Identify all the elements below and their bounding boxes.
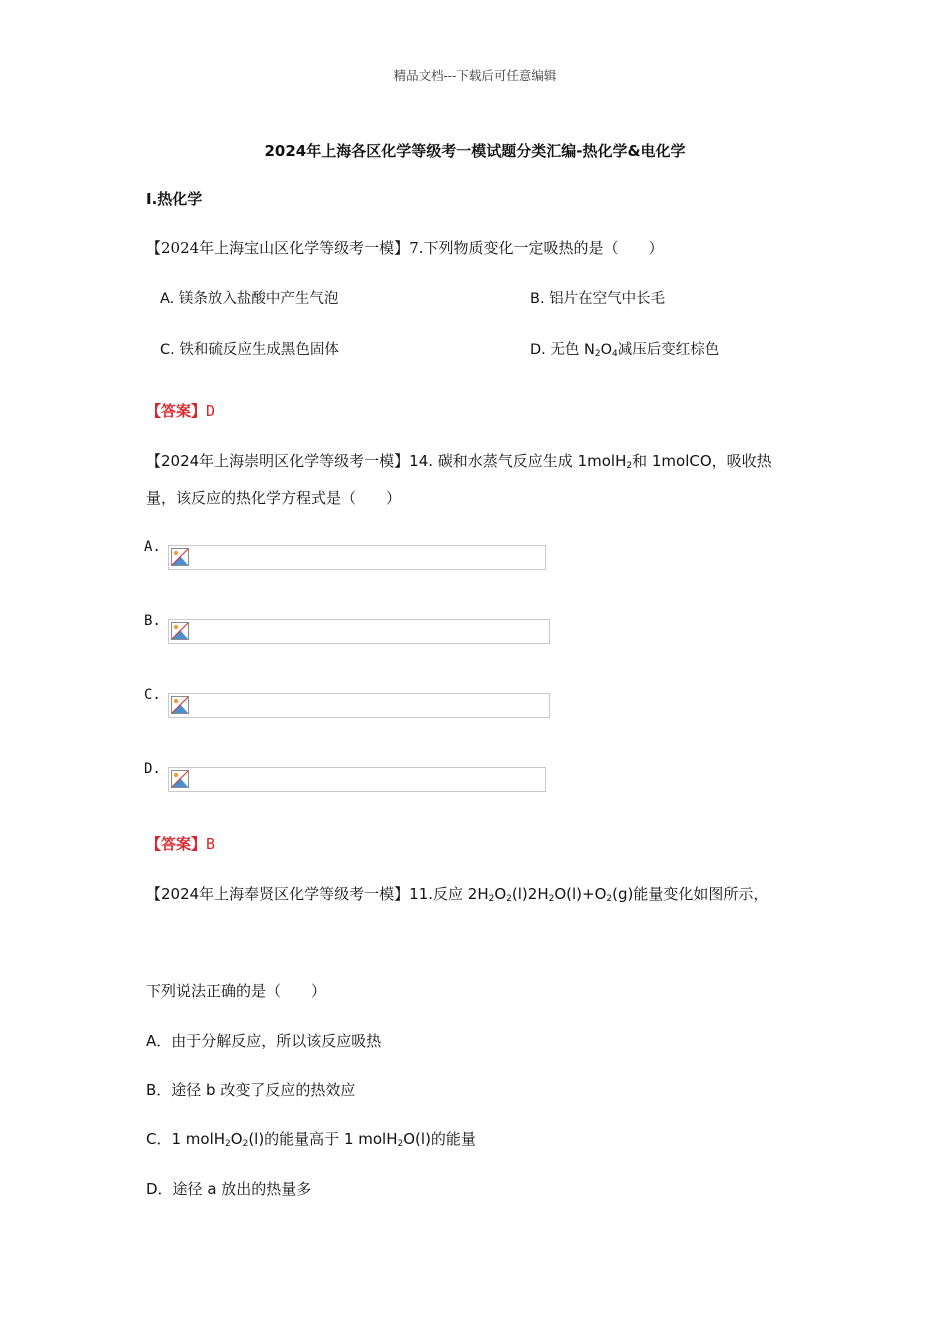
q2-line1-sub: 2 [626,461,633,471]
q1-option-d-sub1: 2 [594,349,601,359]
q2-answer-letter: B [206,835,216,853]
q3-option-c-c: (l)的能量高于 1 molH [248,1130,398,1148]
q3-option-d: D．途径 a 放出的热量多 [146,1180,312,1198]
q2-line1-b: 和 1molCO，吸收热 [632,452,772,470]
q1-text: 7.下列物质变化一定吸热的是（ ） [409,239,664,257]
document-title: 2024年上海各区化学等级考一模试题分类汇编-热化学&电化学 [264,142,686,160]
q3-stem-t3: O(l)+O [554,885,607,903]
q2-option-b-image [168,619,550,644]
broken-image-icon [171,770,189,788]
q2-stem-line2: 量，该反应的热化学方程式是（ ） [146,489,402,507]
q1-answer-label: 【答案】 [146,402,207,420]
q3-option-a: A．由于分解反应，所以该反应吸热 [146,1032,382,1050]
q3-stem-t4: (g)能量变化如图所示， [612,885,769,903]
q2-option-a-image [168,545,546,570]
q3-stem2: 下列说法正确的是（ ） [146,982,327,1000]
q3-stem-a: 【2024年上海奉贤区化学等级考一模】11.反应 2H [146,885,489,903]
q2-option-a-label: A. [144,539,161,555]
q3-option-c-s1: 2 [225,1139,231,1149]
broken-image-icon [171,696,189,714]
q1-stem [146,237,664,258]
q3-option-c-s2: 2 [242,1139,249,1149]
q3-option-c [146,1128,476,1149]
q2-option-b-label: B. [144,613,161,629]
q3-stem-t2: (l)2H [511,885,549,903]
section-heading: Ⅰ.热化学 [146,190,203,208]
q2-stem-line1 [146,450,772,471]
q1-option-d-pre: D. 无色 N [530,342,595,358]
q3-stem-s1: 2 [488,894,495,904]
q2-line1-a: 【2024年上海崇明区化学等级考一模】14. 碳和水蒸气反应生成 1molH [146,452,627,470]
q2-option-c-label: C. [144,687,161,703]
q3-stem-s4: 2 [606,894,613,904]
q3-stem-s3: 2 [548,894,555,904]
q2-answer-label: 【答案】 [146,835,207,853]
q1-option-d-post: 减压后变红棕色 [617,342,720,358]
q2-option-d-label: D. [144,761,161,777]
q1-option-c: C. 铁和硫反应生成黑色固体 [160,342,339,358]
q3-option-c-s3: 2 [397,1139,404,1149]
q3-option-c-a: C．1 molH [146,1130,226,1148]
q3-stem-t1: O [494,885,507,903]
q1-option-d-sub2: 4 [612,349,618,359]
q1-answer-letter: D [206,402,216,420]
q3-option-b: B．途径 b 改变了反应的热效应 [146,1081,356,1099]
q1-option-b: B. 铝片在空气中长毛 [530,291,666,307]
broken-image-icon [171,548,189,566]
q1-option-d-mid: O [600,342,612,358]
q1-option-d [530,338,719,359]
q1-answer [146,400,215,421]
q3-stem-s2: 2 [506,894,512,904]
page-header: 精品文档---下载后可任意编辑 [393,68,557,83]
q2-answer [146,833,215,854]
q1-source: 【2024年上海宝山区化学等级考一模】 [146,239,410,257]
q2-option-c-image [168,693,550,718]
q1-option-a: A. 镁条放入盐酸中产生气泡 [160,291,339,307]
q3-option-c-d: O(l)的能量 [403,1130,476,1148]
q3-stem [146,883,768,904]
broken-image-icon [171,622,189,640]
q3-option-c-b: O [230,1130,243,1148]
q2-option-d-image [168,767,546,792]
